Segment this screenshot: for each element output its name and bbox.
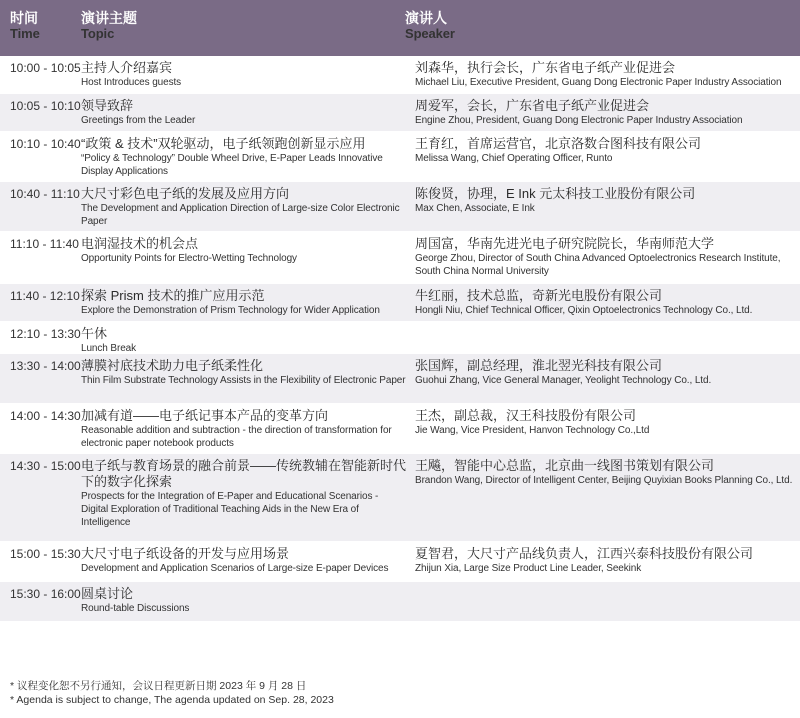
speaker-zh: 王育红，首席运营官，北京洛数合图科技有限公司	[415, 136, 702, 151]
header-time	[0, 9, 71, 56]
row-time: 11:40 - 12:10	[10, 289, 80, 303]
header-speaker-zh: 演讲人	[405, 10, 447, 26]
row-time: 14:00 - 14:30	[10, 409, 81, 423]
row-speaker	[415, 454, 800, 541]
row-time: 10:00 - 10:05	[10, 61, 81, 75]
topic-en: Greetings from the Leader	[81, 115, 196, 126]
table-row	[0, 284, 800, 322]
table-row	[0, 404, 800, 454]
row-topic	[81, 582, 415, 621]
topic-zh: 探索 Prism 技术的推广应用示范	[81, 288, 265, 303]
speaker-zh: 张国辉，副总经理，淮北翌光科技有限公司	[415, 358, 663, 373]
header-topic-en: Topic	[81, 26, 115, 41]
row-speaker	[415, 582, 800, 621]
row-time: 10:40 - 11:10	[10, 187, 80, 201]
header-time-en: Time	[10, 26, 40, 41]
speaker-zh: 刘森华，执行会长，广东省电子纸产业促进会	[415, 60, 676, 75]
row-speaker	[415, 284, 800, 321]
topic-en: Development and Application Scenarios of Large-size E-paper Devices	[81, 563, 389, 574]
footer-note-zh: * 议程变化恕不另行通知，会议日程更新日期 2023 年 9 月 28 日	[10, 680, 307, 692]
row-topic	[81, 322, 415, 353]
row-topic	[81, 94, 415, 131]
topic-zh: 大尺寸彩色电子纸的发展及应用方向	[81, 186, 290, 201]
speaker-en: Jie Wang, Vice President, Hanvon Technology Co.,Ltd	[415, 425, 650, 436]
table-row	[0, 56, 800, 94]
speaker-en: Michael Liu, Executive President, Guang Dong Electronic Paper Industry Association	[415, 77, 782, 88]
topic-zh: 大尺寸电子纸设备的开发与应用场景	[81, 546, 290, 561]
row-topic	[81, 56, 415, 93]
row-time: 12:10 - 13:30	[10, 327, 81, 341]
topic-en: Prospects for the Integration of E-Paper and Educational Scenarios - Digital Exploration of Traditional Teaching Aids in the New Era of Intelligence	[81, 491, 379, 528]
row-time: 15:30 - 16:00	[10, 587, 81, 601]
table-row	[0, 132, 800, 182]
topic-zh: 加减有道——电子纸记事本产品的变革方向	[81, 408, 329, 423]
table-row	[0, 322, 800, 354]
row-topic	[81, 132, 415, 181]
topic-en: Lunch Break	[81, 343, 137, 354]
row-speaker	[415, 232, 800, 283]
table-row	[0, 232, 800, 284]
row-topic	[81, 354, 415, 403]
row-time: 11:10 - 11:40	[10, 237, 79, 251]
header-topic-zh: 演讲主题	[81, 10, 137, 26]
table-row	[0, 94, 800, 132]
speaker-en: George Zhou, Director of South China Advanced Optoelectronics Research Institute, South China Normal University	[415, 253, 781, 277]
speaker-en: Guohui Zhang, Vice General Manager, Yeolight Technology Co., Ltd.	[415, 375, 712, 386]
topic-zh: 电子纸与教育场景的融合前景——传统教辅在智能新时代下的数字化探索	[81, 458, 407, 489]
speaker-en: Hongli Niu, Chief Technical Officer, Qixin Optoelectronics Technology Co., Ltd.	[415, 305, 753, 316]
topic-en: Round-table Discussions	[81, 603, 190, 614]
row-speaker	[415, 404, 800, 453]
topic-zh: 主持人介绍嘉宾	[81, 60, 173, 75]
header-speaker	[405, 9, 800, 56]
header-speaker-en: Speaker	[405, 26, 455, 41]
row-speaker	[415, 132, 800, 181]
table-header	[0, 0, 800, 56]
row-time: 10:05 - 10:10	[10, 99, 81, 113]
topic-zh: 电润湿技术的机会点	[81, 236, 199, 251]
header-topic	[71, 9, 405, 56]
topic-en: Reasonable addition and subtraction - the direction of transformation for electronic paper notebook products	[81, 425, 392, 449]
footer-note-en: * Agenda is subject to change, The agenda updated on Sep. 28, 2023	[10, 694, 334, 706]
row-speaker	[415, 354, 800, 403]
table-row	[0, 354, 800, 404]
speaker-zh: 周爱军，会长，广东省电子纸产业促进会	[415, 98, 650, 113]
row-time: 10:10 - 10:40	[10, 137, 81, 151]
speaker-zh: 王杰，副总裁，汉王科技股份有限公司	[415, 408, 637, 423]
speaker-en: Engine Zhou, President, Guang Dong Electronic Paper Industry Association	[415, 115, 743, 126]
topic-zh: 薄膜衬底技术助力电子纸柔性化	[81, 358, 264, 373]
table-row	[0, 182, 800, 232]
row-topic	[81, 284, 415, 321]
row-speaker	[415, 56, 800, 93]
topic-zh: 午休	[81, 326, 108, 341]
row-speaker	[415, 542, 800, 581]
row-topic	[81, 182, 415, 231]
row-topic	[81, 232, 415, 283]
row-time: 15:00 - 15:30	[10, 547, 81, 561]
row-topic	[81, 542, 415, 581]
header-time-zh: 时间	[10, 10, 38, 26]
table-row	[0, 454, 800, 542]
table-row	[0, 582, 800, 622]
speaker-zh: 牛红丽，技术总监，奇新光电股份有限公司	[415, 288, 663, 303]
speaker-en: Zhijun Xia, Large Size Product Line Leader, Seekink	[415, 563, 642, 574]
topic-en: Explore the Demonstration of Prism Technology for Wider Application	[81, 305, 380, 316]
topic-en: “Policy & Technology” Double Wheel Drive, E-Paper Leads Innovative Display Applications	[81, 153, 383, 177]
speaker-en: Brandon Wang, Director of Intelligent Center, Beijing Quyixian Books Planning Co., Ltd.	[415, 475, 793, 486]
speaker-zh: 陈俊贤，协理，E Ink 元太科技工业股份有限公司	[415, 186, 696, 201]
row-topic	[81, 404, 415, 453]
speaker-en: Max Chen, Associate, E Ink	[415, 203, 535, 214]
topic-en: The Development and Application Direction of Large-size Color Electronic Paper	[81, 203, 400, 227]
topic-en: Host Introduces guests	[81, 77, 182, 88]
row-topic	[81, 454, 415, 541]
footer-notes	[10, 679, 334, 707]
speaker-zh: 王飚，智能中心总监，北京曲一线图书策划有限公司	[415, 458, 715, 473]
row-speaker	[415, 182, 800, 231]
speaker-zh: 周国富，华南先进光电子研究院院长，华南师范大学	[415, 236, 715, 251]
row-time: 14:30 - 15:00	[10, 459, 81, 473]
table-row	[0, 542, 800, 582]
row-speaker	[415, 322, 800, 353]
topic-zh: “政策 & 技术”双轮驱动，电子纸领跑创新显示应用	[81, 136, 366, 151]
speaker-en: Melissa Wang, Chief Operating Officer, Runto	[415, 153, 613, 164]
row-speaker	[415, 94, 800, 131]
topic-en: Thin Film Substrate Technology Assists in the Flexibility of Electronic Paper	[81, 375, 406, 386]
agenda-rows	[0, 56, 800, 622]
speaker-zh: 夏智君，大尺寸产品线负责人，江西兴泰科技股份有限公司	[415, 546, 754, 561]
row-time: 13:30 - 14:00	[10, 359, 81, 373]
topic-zh: 领导致辞	[81, 98, 134, 113]
topic-zh: 圆桌讨论	[81, 586, 134, 601]
topic-en: Opportunity Points for Electro-Wetting Technology	[81, 253, 297, 264]
